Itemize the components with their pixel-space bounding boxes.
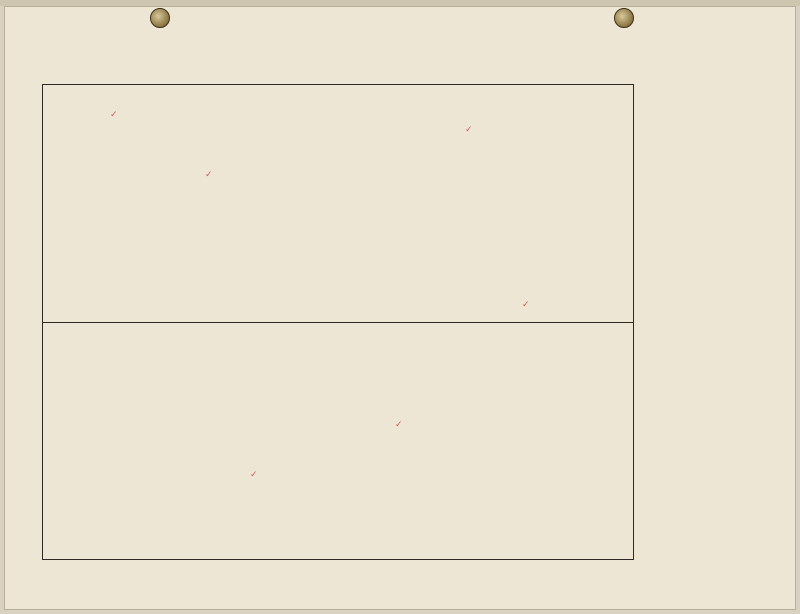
calendar-first-half [43,85,633,322]
red-pencil-mark: ✓ [395,420,403,430]
red-pencil-mark: ✓ [205,170,213,180]
stamp-fees-table [640,64,788,584]
red-pencil-mark: ✓ [522,300,530,310]
red-pencil-mark: ✓ [465,125,473,135]
calendar-second-half [43,322,633,560]
red-pencil-mark: ✓ [250,470,258,480]
calendar-grid [42,84,634,560]
red-pencil-mark: ✓ [110,110,118,120]
left-hanger-icon [150,8,170,28]
right-hanger-icon [614,8,634,28]
